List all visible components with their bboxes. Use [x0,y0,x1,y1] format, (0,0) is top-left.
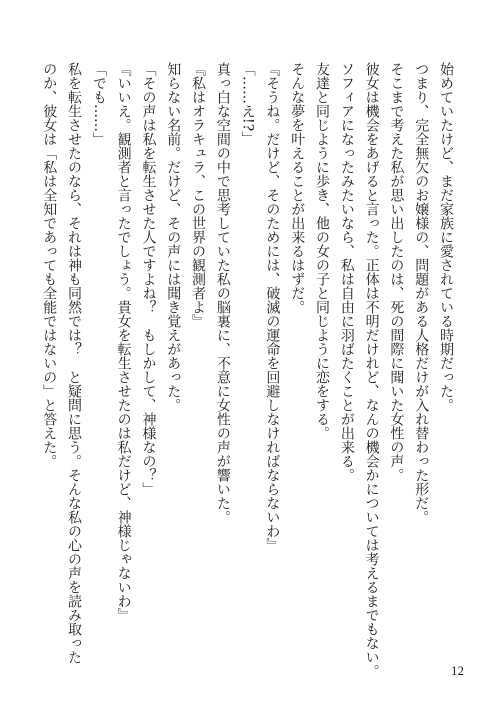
text-line: 始めていたけど、まだ家族に愛されている時期だった。 [438,62,454,412]
text-line: 友達と同じように歩き、他の女の子と同じように恋をする。 [314,62,331,440]
text-line: 『いいえ。観測者と言ったでしょう。貴女を転生させたのは私だけど、神様じゃないわ』 [115,62,132,622]
text-line: 知らない名前。だけど、その声には聞き覚えがあった。 [165,62,182,412]
text-line: 真っ白な空間の中で思考していた私の脳裏に、不意に女性の声が響いた。 [214,62,231,524]
text-line: 『私はオラキュラ、この世界の観測者よ』 [190,62,207,328]
text-line: そんな夢を叶えることが出来るはずだ。 [289,62,306,314]
text-line: 「でも……」 [90,62,107,146]
text-line: 「……え!?」 [239,62,256,146]
text-line: つまり、完全無欠のお嬢様の、問題がある人格だけが入れ替わった形だ。 [413,62,430,524]
text-line: 私を転生させたのなら、それは神も同然では？ と疑問に思う。そんな私の心の声を読み取った [66,62,83,664]
text-line: のか、彼女は「私は全知であっても全能ではないの」と答えた。 [41,62,58,468]
text-line: ソフィアになったみたいなら、私は自由に羽ばたくことが出来る。 [338,62,355,482]
text-line: 彼女は機会をあげると言った。正体は不明だけれど、なんの機会かについては考えるまでもない。 [363,62,380,678]
page-number: 12 [451,663,464,678]
text-line: 「その声は私を転生させた人ですよね？ もしかして、神様なの？」 [140,62,157,496]
text-line: 『そうね。だけど、そのためには、破滅の運命を回避しなければならないわ』 [264,62,281,552]
text-line: そこまで考えた私が思い出したのは、死の間際に聞いた女性の声。 [388,62,405,482]
